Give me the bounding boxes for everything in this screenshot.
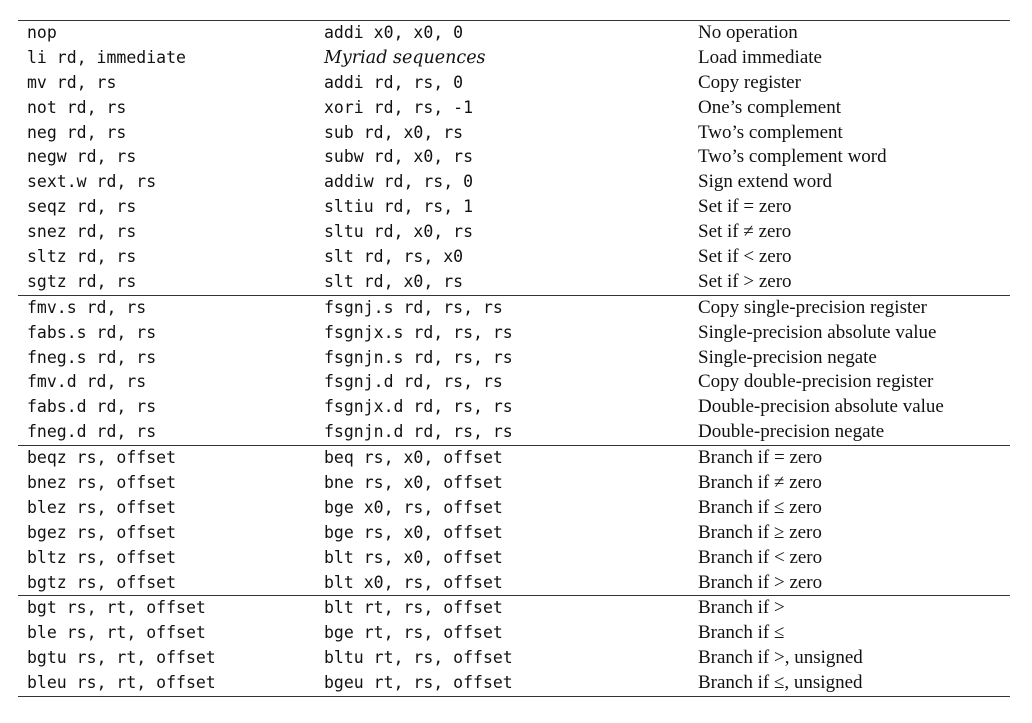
base-instruction-cell: beq rs, x0, offset	[324, 448, 503, 468]
base-instruction-cell: fsgnjx.s rd, rs, rs	[324, 322, 513, 342]
pseudoinstruction-cell: fmv.d rd, rs	[27, 372, 147, 392]
base-instruction-cell: blt rt, rs, offset	[324, 598, 503, 618]
table-row	[18, 270, 1010, 295]
pseudoinstruction-cell: fabs.d rd, rs	[27, 397, 157, 417]
base-instruction-cell: addi rd, rs, 0	[324, 72, 464, 92]
table-row	[18, 346, 1010, 371]
table-row	[18, 220, 1010, 245]
meaning-cell: Set if > zero	[698, 270, 792, 292]
meaning-cell: Copy register	[698, 71, 801, 93]
base-instruction-cell: fsgnjn.s rd, rs, rs	[324, 347, 513, 367]
base-instruction-cell: bge rs, x0, offset	[324, 522, 503, 542]
meaning-cell: Set if = zero	[698, 196, 792, 218]
pseudoinstruction-cell: bleu rs, rt, offset	[27, 673, 216, 693]
pseudoinstruction-cell: fabs.s rd, rs	[27, 322, 157, 342]
meaning-cell: Branch if > zero	[698, 571, 823, 593]
meaning-cell: One’s complement	[698, 96, 841, 118]
meaning-cell: Double-precision absolute value	[698, 396, 944, 418]
meaning-cell: Branch if ≤ zero	[698, 496, 822, 518]
table-row	[18, 671, 1010, 696]
pseudoinstruction-cell: bnez rs, offset	[27, 473, 177, 493]
pseudoinstruction-cell: mv rd, rs	[27, 72, 117, 92]
base-instruction-cell: bge rt, rs, offset	[324, 623, 503, 643]
base-instruction-cell: fsgnj.s rd, rs, rs	[324, 297, 503, 317]
base-instruction-cell: subw rd, x0, rs	[324, 147, 474, 167]
table-row	[18, 596, 1010, 621]
meaning-cell: Set if < zero	[698, 246, 792, 268]
base-instruction-cell: bltu rt, rs, offset	[324, 648, 513, 668]
table-row	[18, 21, 1010, 46]
table-row	[18, 521, 1010, 546]
table-row	[18, 71, 1010, 96]
table-group	[18, 21, 1010, 295]
base-instruction-cell: addi x0, x0, 0	[324, 23, 464, 42]
pseudoinstruction-cell: fmv.s rd, rs	[27, 297, 147, 317]
base-instruction-cell: addiw rd, rs, 0	[324, 172, 474, 192]
base-instruction-cell: blt rs, x0, offset	[324, 547, 503, 567]
table-row	[18, 145, 1010, 170]
table-row	[18, 170, 1010, 195]
base-instruction-cell: fsgnj.d rd, rs, rs	[324, 372, 503, 392]
table-row	[18, 395, 1010, 420]
table-row	[18, 321, 1010, 346]
table-row	[18, 471, 1010, 496]
base-instruction-cell: sltu rd, x0, rs	[324, 222, 474, 242]
meaning-cell: Two’s complement	[698, 121, 843, 143]
table-row	[18, 621, 1010, 646]
base-instruction-cell: fsgnjx.d rd, rs, rs	[324, 397, 513, 417]
meaning-cell: Branch if ≥ zero	[698, 521, 822, 543]
table-row	[18, 96, 1010, 121]
pseudoinstruction-cell: not rd, rs	[27, 97, 127, 117]
pseudoinstruction-cell: sext.w rd, rs	[27, 172, 157, 192]
meaning-cell: Two’s complement word	[698, 146, 887, 168]
pseudoinstruction-cell: neg rd, rs	[27, 122, 127, 142]
meaning-cell: Load immediate	[698, 46, 822, 68]
table-row	[18, 121, 1010, 146]
meaning-cell: Branch if ≠ zero	[698, 472, 822, 494]
pseudoinstruction-cell: snez rd, rs	[27, 222, 137, 242]
pseudoinstruction-cell: li rd, immediate	[27, 47, 186, 67]
pseudoinstruction-table	[18, 20, 1010, 697]
meaning-cell: Single-precision absolute value	[698, 321, 937, 343]
base-instruction-cell: sltiu rd, rs, 1	[324, 197, 474, 217]
table-group	[18, 296, 1010, 445]
meaning-cell: Branch if >	[698, 597, 785, 619]
pseudoinstruction-cell: bgt rs, rt, offset	[27, 598, 206, 618]
meaning-cell: Double-precision negate	[698, 421, 885, 443]
table-row	[18, 571, 1010, 596]
pseudoinstruction-cell: seqz rd, rs	[27, 197, 137, 217]
pseudoinstruction-cell: beqz rs, offset	[27, 448, 177, 468]
pseudoinstruction-cell: nop	[27, 23, 57, 42]
table-group	[18, 446, 1010, 595]
meaning-cell: Copy double-precision register	[698, 371, 934, 393]
table-row	[18, 446, 1010, 471]
table-row	[18, 370, 1010, 395]
base-instruction-cell: bge x0, rs, offset	[324, 497, 503, 517]
meaning-cell: Branch if ≤	[698, 622, 785, 644]
base-instruction-cell: fsgnjn.d rd, rs, rs	[324, 422, 513, 442]
meaning-cell: Single-precision negate	[698, 346, 877, 368]
table-body	[18, 21, 1010, 697]
table-row	[18, 496, 1010, 521]
table-group	[18, 596, 1010, 696]
meaning-cell: Sign extend word	[698, 171, 833, 193]
table-row	[18, 46, 1010, 71]
meaning-cell: Branch if < zero	[698, 546, 823, 568]
base-instruction-cell: blt x0, rs, offset	[324, 572, 503, 592]
base-instruction-cell: bgeu rt, rs, offset	[324, 673, 513, 693]
pseudoinstruction-cell: blez rs, offset	[27, 497, 177, 517]
meaning-cell: Branch if ≤, unsigned	[698, 672, 863, 694]
pseudoinstruction-cell: fneg.s rd, rs	[27, 347, 157, 367]
meaning-cell: Set if ≠ zero	[698, 221, 792, 243]
table-row	[18, 646, 1010, 671]
pseudoinstruction-cell: fneg.d rd, rs	[27, 422, 157, 442]
table-row	[18, 296, 1010, 321]
pseudoinstruction-cell: bgez rs, offset	[27, 522, 177, 542]
pseudoinstruction-cell: ble rs, rt, offset	[27, 623, 206, 643]
pseudoinstruction-cell: negw rd, rs	[27, 147, 137, 167]
meaning-cell: Branch if >, unsigned	[698, 647, 863, 669]
base-instruction-cell: slt rd, rs, x0	[324, 247, 464, 267]
table-row	[18, 546, 1010, 571]
base-instruction-cell: bne rs, x0, offset	[324, 473, 503, 493]
base-instruction-cell: slt rd, x0, rs	[324, 271, 464, 291]
pseudoinstruction-cell: bltz rs, offset	[27, 547, 177, 567]
table-row	[18, 245, 1010, 270]
group-separator-rule	[18, 696, 1010, 697]
pseudoinstruction-cell: bgtz rs, offset	[27, 572, 177, 592]
base-instruction-cell: Myriad sequences	[324, 47, 486, 68]
meaning-cell: Copy single-precision register	[698, 296, 928, 318]
pseudoinstruction-cell: sgtz rd, rs	[27, 271, 137, 291]
pseudoinstruction-cell: bgtu rs, rt, offset	[27, 648, 216, 668]
table-row	[18, 195, 1010, 220]
pseudoinstruction-cell: sltz rd, rs	[27, 247, 137, 267]
meaning-cell: No operation	[698, 22, 798, 43]
table-row	[18, 420, 1010, 445]
base-instruction-cell: sub rd, x0, rs	[324, 122, 464, 142]
meaning-cell: Branch if = zero	[698, 447, 823, 469]
base-instruction-cell: xori rd, rs, -1	[324, 97, 474, 117]
